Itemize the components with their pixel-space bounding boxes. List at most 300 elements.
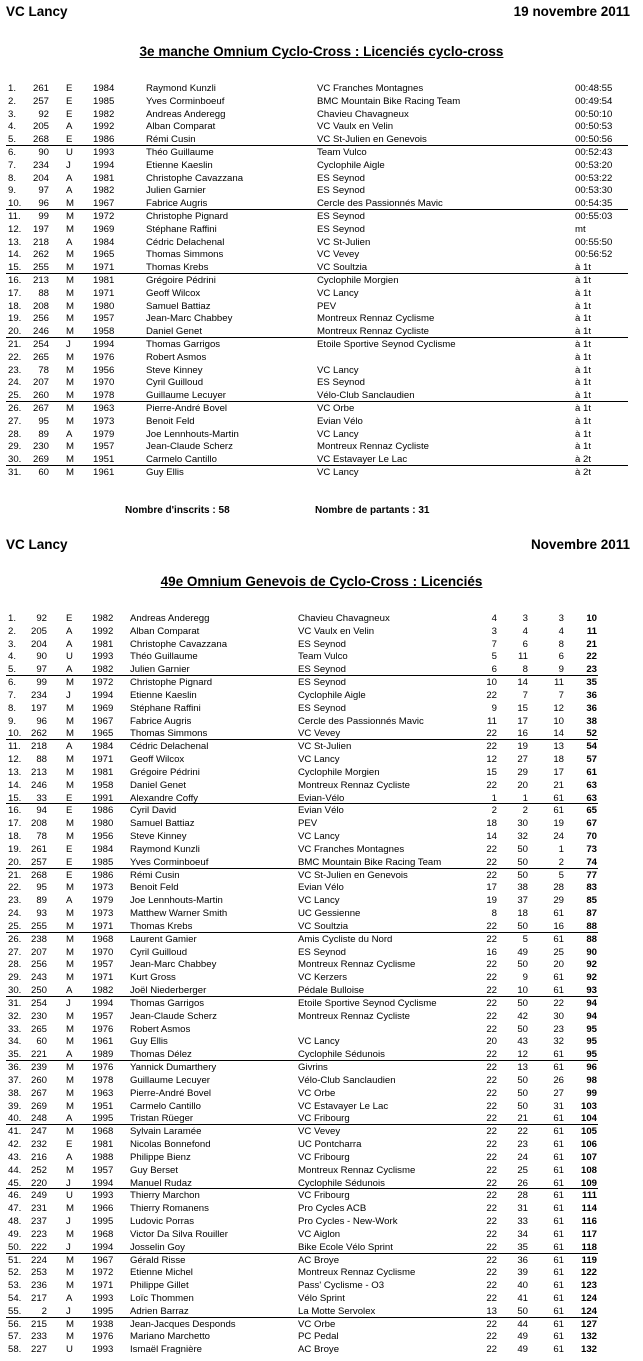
year: 1994 <box>93 339 115 350</box>
points-2: 21 <box>517 1113 528 1125</box>
rider-name: Kurt Gross <box>130 972 176 984</box>
table-row <box>0 676 643 689</box>
table-row <box>0 364 643 377</box>
club-name: VC Lancy <box>6 4 68 19</box>
rider-name: Loïc Thommen <box>130 1292 194 1304</box>
club: VC Fribourg <box>298 1151 350 1163</box>
bib: 217 <box>30 1292 47 1304</box>
rank: 4. <box>8 651 17 663</box>
points-2: 35 <box>517 1241 528 1253</box>
points-1: 22 <box>486 985 497 997</box>
club: Evian Vélo <box>317 415 363 427</box>
table-row <box>0 997 643 1010</box>
rank: 18. <box>8 831 22 843</box>
year: 1988 <box>92 1151 114 1163</box>
time: 00:53:20 <box>575 159 613 171</box>
points-1: 22 <box>486 869 497 881</box>
club: AC Broye <box>298 1344 340 1356</box>
year: 1973 <box>92 908 114 920</box>
bib: 90 <box>38 147 49 158</box>
rider-name: Robert Asmos <box>146 351 207 363</box>
table-row <box>0 1266 643 1279</box>
club: ES Seynod <box>317 223 366 235</box>
table-row <box>0 236 643 249</box>
points-2: 29 <box>517 766 528 778</box>
bib: 197 <box>30 702 47 714</box>
rider-name: Joël Niederberger <box>130 985 207 997</box>
table-row <box>0 300 643 313</box>
rider-name: Raymond Kunzli <box>146 83 216 94</box>
bib: 261 <box>30 843 47 855</box>
points-1: 22 <box>486 1280 497 1292</box>
time: à 2t <box>575 467 592 478</box>
rider-name: Samuel Battiaz <box>146 300 211 312</box>
points-1: 9 <box>491 702 497 714</box>
category: M <box>66 467 74 478</box>
category: M <box>66 1126 74 1138</box>
bib: 262 <box>30 728 47 740</box>
club: VC Lancy <box>298 831 340 843</box>
table-row <box>0 753 643 766</box>
year: 1979 <box>93 428 115 440</box>
points-3: 11 <box>554 677 564 689</box>
total: 36 <box>586 702 597 714</box>
points-3: 2 <box>558 856 564 868</box>
rider-name: Cyril David <box>130 805 177 817</box>
points-2: 9 <box>522 972 528 984</box>
table-row <box>0 817 643 830</box>
date: 19 novembre 2011 <box>513 4 630 19</box>
points-3: 3 <box>558 613 564 624</box>
points-1: 22 <box>486 1331 497 1343</box>
points-3: 23 <box>553 1023 564 1035</box>
year: 1993 <box>93 147 115 158</box>
points-3: 61 <box>553 1216 564 1227</box>
rank: 42. <box>8 1139 22 1151</box>
year: 1991 <box>92 792 114 804</box>
total: 67 <box>586 818 597 830</box>
total: 90 <box>586 946 597 958</box>
table-row <box>0 1061 643 1074</box>
points-3: 14 <box>553 728 564 740</box>
points-2: 50 <box>517 869 528 881</box>
points-3: 61 <box>553 1318 564 1330</box>
rider-name: Andreas Anderegg <box>130 613 210 624</box>
points-2: 15 <box>517 702 528 714</box>
points-3: 27 <box>553 1087 564 1099</box>
year: 1992 <box>93 121 115 133</box>
rider-name: Cyril Guilloud <box>146 377 204 389</box>
rider-name: Nicolas Bonnefond <box>130 1139 211 1151</box>
rider-name: Christophe Cavazzana <box>130 638 228 650</box>
rider-name: Grégoire Pédrini <box>130 766 200 778</box>
points-2: 11 <box>518 651 528 663</box>
time: à 1t <box>575 326 592 338</box>
rider-name: Yves Corminboeuf <box>130 856 209 868</box>
points-2: 2 <box>522 805 528 817</box>
rider-name: Thierry Romanens <box>130 1203 209 1215</box>
points-1: 22 <box>486 741 497 753</box>
table-row <box>0 715 643 728</box>
total: 114 <box>581 1203 597 1215</box>
total: 123 <box>580 1280 597 1292</box>
club: ES Seynod <box>317 377 366 389</box>
bib: 216 <box>30 1151 47 1163</box>
table-row <box>0 779 643 792</box>
total: 116 <box>581 1216 597 1227</box>
table-row <box>0 894 643 907</box>
category: U <box>66 651 73 663</box>
year: 1961 <box>92 1036 114 1048</box>
points-2: 1 <box>522 792 528 804</box>
time: à 1t <box>575 339 592 350</box>
points-3: 61 <box>553 1049 564 1061</box>
bib: 222 <box>30 1241 47 1253</box>
club: Vélo Sprint <box>298 1292 345 1304</box>
rank: 24. <box>8 377 22 389</box>
bib: 208 <box>30 818 47 830</box>
rank: 29. <box>8 441 22 453</box>
time: à 1t <box>575 428 592 440</box>
points-1: 22 <box>486 1087 497 1099</box>
points-1: 16 <box>486 946 497 958</box>
bib: 60 <box>38 467 49 478</box>
bib: 236 <box>30 1280 47 1292</box>
bib: 254 <box>30 997 47 1009</box>
points-3: 21 <box>553 779 564 791</box>
total: 73 <box>586 843 597 855</box>
page1-title: 3e manche Omnium Cyclo-Cross : Licenciés cyclo-cross <box>139 44 504 59</box>
rank: 16. <box>8 275 22 286</box>
club: VC Aiglon <box>298 1228 341 1240</box>
rider-name: Laurent Gamier <box>130 933 197 945</box>
club: Pédale Bulloise <box>298 985 365 997</box>
rank: 27. <box>8 415 22 427</box>
category: M <box>66 454 74 466</box>
rider-name: Raymond Kunzli <box>130 843 200 855</box>
points-3: 61 <box>553 1203 564 1215</box>
points-1: 22 <box>486 1113 497 1125</box>
rank: 29. <box>8 972 22 984</box>
bib: 231 <box>30 1203 47 1215</box>
year: 1986 <box>92 869 114 881</box>
bib: 96 <box>38 198 49 210</box>
category: J <box>66 1216 71 1227</box>
rank: 14. <box>8 779 22 791</box>
points-1: 22 <box>486 997 497 1009</box>
rank: 19. <box>8 843 22 855</box>
bib: 233 <box>30 1331 47 1343</box>
bib: 265 <box>30 1023 47 1035</box>
table-row <box>0 1343 643 1356</box>
rank: 7. <box>8 689 17 701</box>
time: à 1t <box>575 262 592 274</box>
category: M <box>66 1318 74 1330</box>
points-2: 49 <box>517 1331 528 1343</box>
bib: 269 <box>32 454 49 466</box>
bib: 243 <box>30 972 47 984</box>
club: VC Lancy <box>317 428 359 440</box>
rider-name: Tristan Rüeger <box>130 1113 194 1125</box>
rider-name: Jean-Claude Scherz <box>130 1010 217 1022</box>
inscrits-count: Nombre d'inscrits : 58 <box>125 505 230 516</box>
points-2: 24 <box>517 1151 528 1163</box>
points-2: 20 <box>517 779 528 791</box>
time: 00:55:50 <box>575 236 613 248</box>
bib: 2 <box>41 1305 47 1317</box>
points-3: 61 <box>553 1126 564 1138</box>
points-2: 25 <box>517 1164 528 1176</box>
bib: 218 <box>32 236 49 248</box>
total: 124 <box>580 1292 597 1304</box>
time: mt <box>575 223 586 235</box>
bib: 218 <box>30 741 47 753</box>
points-3: 4 <box>558 625 564 637</box>
points-3: 9 <box>558 664 564 676</box>
rider-name: Grégoire Pédrini <box>146 275 216 286</box>
points-3: 10 <box>553 715 564 727</box>
club: Team Vulco <box>298 651 348 663</box>
total: 63 <box>586 792 597 804</box>
points-1: 22 <box>486 1139 497 1151</box>
rank: 41. <box>8 1126 22 1138</box>
category: M <box>66 441 74 453</box>
bib: 260 <box>30 1074 47 1086</box>
category: J <box>66 997 71 1009</box>
points-1: 19 <box>486 895 497 907</box>
total: 63 <box>586 779 597 791</box>
bib: 257 <box>30 856 47 868</box>
points-1: 22 <box>486 933 497 945</box>
club: VC Vaulx en Velin <box>298 625 375 637</box>
rank: 15. <box>8 262 22 274</box>
time: 00:48:55 <box>575 83 613 94</box>
total: 107 <box>580 1151 597 1163</box>
year: 1967 <box>92 1254 114 1266</box>
page2-title: 49e Omnium Genevois de Cyclo-Cross : Licenciés <box>160 574 483 589</box>
rank: 58. <box>8 1344 22 1356</box>
bib: 256 <box>30 959 47 971</box>
points-2: 32 <box>517 831 528 843</box>
category: M <box>66 754 74 766</box>
year: 1981 <box>92 766 114 778</box>
rank: 45. <box>8 1177 22 1189</box>
club: Team Vulco <box>317 147 367 158</box>
club: VC Vevey <box>298 1126 341 1138</box>
total: 65 <box>586 805 597 817</box>
category: A <box>66 236 73 248</box>
points-2: 50 <box>517 1305 528 1317</box>
points-2: 50 <box>517 1023 528 1035</box>
points-3: 24 <box>553 831 564 843</box>
total: 94 <box>586 997 597 1009</box>
year: 1958 <box>92 779 114 791</box>
category: U <box>66 147 73 158</box>
time: à 1t <box>575 287 592 299</box>
club-name-2: VC Lancy <box>6 537 68 552</box>
rider-name: Steve Kinney <box>130 831 187 843</box>
year: 1993 <box>92 1292 114 1304</box>
points-3: 29 <box>553 895 564 907</box>
points-2: 50 <box>517 920 528 932</box>
bib: 207 <box>30 946 47 958</box>
table-row <box>0 338 643 351</box>
rank: 43. <box>8 1151 22 1163</box>
rider-name: Rémi Cusin <box>146 134 196 146</box>
year: 1957 <box>93 441 115 453</box>
club: Etoile Sportive Seynod Cyclisme <box>317 339 456 350</box>
time: à 1t <box>575 275 592 286</box>
total: 95 <box>586 1049 597 1061</box>
points-2: 23 <box>517 1139 528 1151</box>
rider-name: Thierry Marchon <box>130 1190 200 1202</box>
points-3: 19 <box>553 818 564 830</box>
category: M <box>66 1203 74 1215</box>
year: 1995 <box>92 1305 114 1317</box>
total: 87 <box>586 908 597 920</box>
points-3: 26 <box>553 1074 564 1086</box>
rider-name: Sylvain Laramée <box>130 1126 202 1138</box>
bib: 224 <box>30 1254 47 1266</box>
table-row <box>0 159 643 172</box>
rider-name: Cédric Delachenal <box>130 741 209 753</box>
table-row <box>0 1100 643 1113</box>
points-2: 31 <box>517 1203 528 1215</box>
rank: 30. <box>8 454 22 466</box>
points-1: 5 <box>491 651 497 663</box>
year: 1982 <box>93 185 115 197</box>
points-1: 22 <box>486 1344 497 1356</box>
year: 1957 <box>92 1010 114 1022</box>
points-3: 25 <box>553 946 564 958</box>
total: 85 <box>586 895 597 907</box>
bib: 89 <box>38 428 49 440</box>
year: 1981 <box>93 172 115 184</box>
total: 119 <box>581 1254 597 1266</box>
table-row <box>0 274 643 287</box>
category: J <box>66 1241 71 1253</box>
points-1: 22 <box>486 1216 497 1227</box>
bib: 265 <box>32 351 49 363</box>
rank: 9. <box>8 185 17 197</box>
time: à 1t <box>575 351 592 363</box>
rider-name: Daniel Genet <box>146 326 202 338</box>
rank: 52. <box>8 1267 22 1279</box>
bib: 205 <box>32 121 49 133</box>
bib: 213 <box>32 275 49 286</box>
table-row <box>0 804 643 817</box>
category: M <box>66 223 74 235</box>
category: M <box>66 702 74 714</box>
year: 1981 <box>92 638 114 650</box>
club: VC Vevey <box>317 249 360 261</box>
year: 1973 <box>93 415 115 427</box>
points-2: 41 <box>517 1292 528 1304</box>
rank: 26. <box>8 403 22 414</box>
time: à 1t <box>575 390 592 402</box>
year: 1993 <box>92 651 114 663</box>
category: M <box>66 351 74 363</box>
total: 122 <box>580 1267 597 1279</box>
rank: 24. <box>8 908 22 920</box>
rank: 11. <box>8 741 21 753</box>
category: A <box>66 1049 73 1061</box>
year: 1995 <box>92 1216 114 1227</box>
table-row <box>0 881 643 894</box>
bib: 253 <box>30 1267 47 1279</box>
club: VC Lancy <box>298 1036 340 1048</box>
club: Montreux Rennaz Cyclisme <box>317 313 435 325</box>
club: VC St-Julien <box>298 741 352 753</box>
rank: 15. <box>8 792 22 804</box>
club: VC Orbe <box>298 1318 336 1330</box>
points-2: 13 <box>517 1062 528 1074</box>
rider-name: Geoff Wilcox <box>130 754 185 766</box>
club: Cyclophile Aigle <box>298 689 366 701</box>
rank: 31. <box>8 997 22 1009</box>
time: à 1t <box>575 415 592 427</box>
category: M <box>66 364 74 376</box>
points-3: 61 <box>553 1344 564 1356</box>
category: M <box>66 262 74 274</box>
bib: 95 <box>38 415 49 427</box>
year: 1994 <box>92 1241 114 1253</box>
table-row <box>0 82 643 95</box>
category: M <box>66 326 74 338</box>
points-3: 61 <box>553 933 564 945</box>
time: à 1t <box>575 364 592 376</box>
rider-name: Théo Guillaume <box>130 651 198 663</box>
club: VC Soultzia <box>298 920 349 932</box>
points-1: 8 <box>491 908 497 920</box>
club: VC Lancy <box>298 895 340 907</box>
total: 38 <box>586 715 597 727</box>
total: 77 <box>586 869 597 881</box>
points-1: 10 <box>486 677 497 689</box>
club: ES Seynod <box>298 946 347 958</box>
total: 22 <box>586 651 597 663</box>
club: VC Lancy <box>317 287 359 299</box>
club: Montreux Rennaz Cycliste <box>298 1010 410 1022</box>
bib: 269 <box>30 1100 47 1112</box>
rider-name: Samuel Battiaz <box>130 818 195 830</box>
rank: 31. <box>8 467 22 478</box>
points-3: 61 <box>553 1280 564 1292</box>
club: Cyclophile Morgien <box>317 275 399 286</box>
year: 1966 <box>92 1203 114 1215</box>
total: 35 <box>586 677 597 689</box>
year: 1971 <box>92 1280 114 1292</box>
table-row <box>0 830 643 843</box>
table-row <box>0 971 643 984</box>
bib: 96 <box>36 715 47 727</box>
points-3: 32 <box>553 1036 564 1048</box>
rider-name: Thomas Simmons <box>146 249 224 261</box>
rider-name: Alexandre Coffy <box>130 792 199 804</box>
total: 74 <box>586 856 597 868</box>
rank: 48. <box>8 1216 22 1227</box>
year: 1980 <box>92 818 114 830</box>
rank: 6. <box>8 147 17 158</box>
club: ES Seynod <box>298 664 347 676</box>
category: A <box>66 1292 73 1304</box>
total: 92 <box>586 972 597 984</box>
club: VC Kerzers <box>298 972 348 984</box>
partants-count: Nombre de partants : 31 <box>315 505 430 516</box>
club: PEV <box>317 300 337 312</box>
rank: 51. <box>8 1254 22 1266</box>
rank: 26. <box>8 933 22 945</box>
